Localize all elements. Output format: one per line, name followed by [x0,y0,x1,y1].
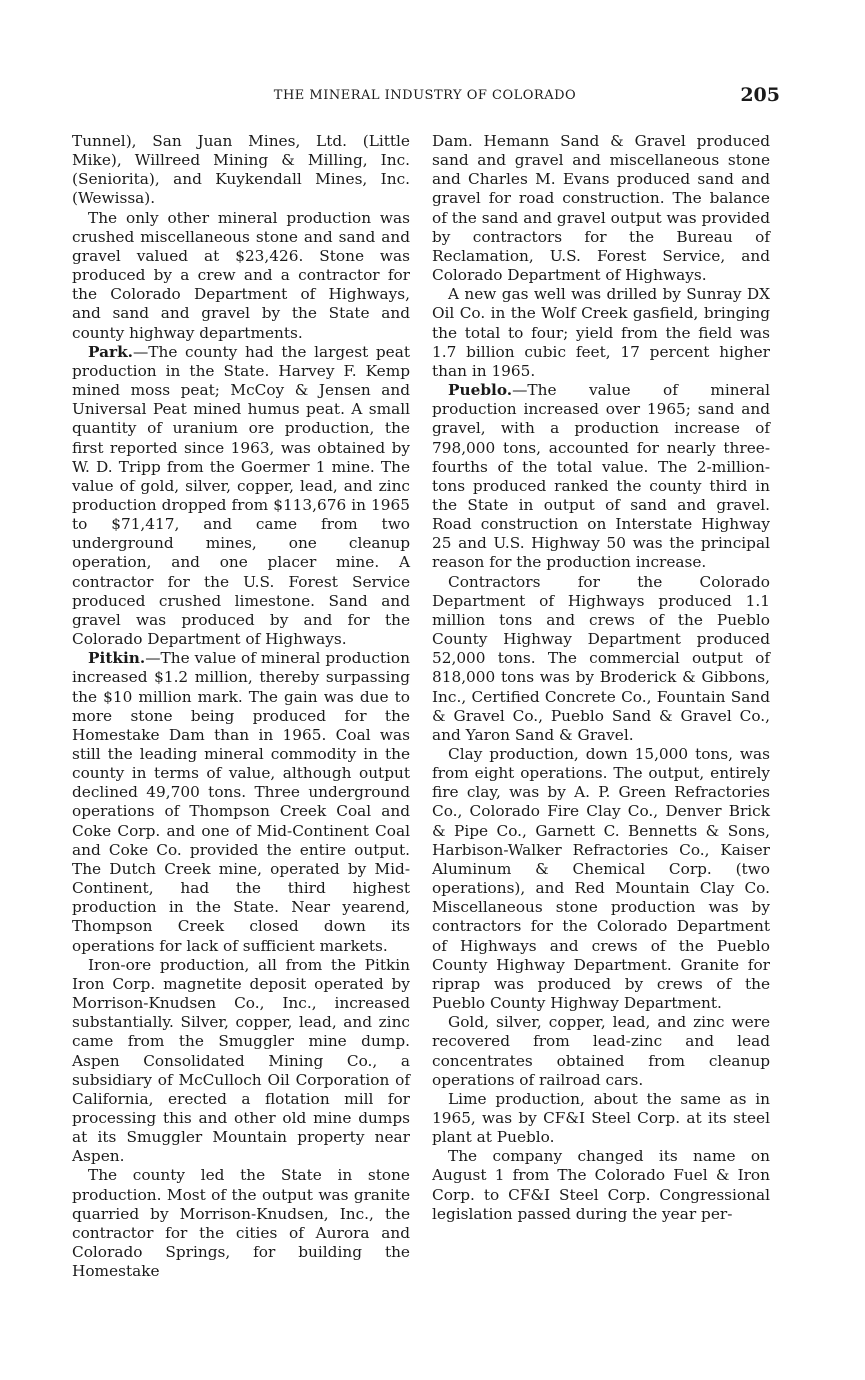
paragraph: Lime production, about the same as in 1965, was by CF&I Steel Corp. at its steel plant at Pueblo. [432,1089,770,1147]
paragraph: Gold, silver, copper, lead, and zinc were recovered from lead-zinc and lead concentrates obtained from cleanup operations of railroad cars. [432,1013,770,1089]
paragraph: Iron-ore production, all from the Pitkin Iron Corp. magnetite deposit operated by Morrison-Knudsen Co., Inc., increased substantially. Silver, copper, lead, and zinc came from the Smuggler mine dump. Aspen Consolidated Mining Co., a subsidiary of McCulloch Oil Corporation of California, erected a flotation mill for processing this and other old mine dumps at its Smuggler Mountain property near Aspen. [72,955,410,1166]
running-title: THE MINERAL INDUSTRY OF COLORADO [273,88,577,103]
county-heading-pitkin: Pitkin. [88,649,146,668]
paragraph-body: —The value of mineral production increased over 1965; sand and gravel, with a production increase of 798,000 tons, accounted for nearly three-fourths of the total value. The 2-million-tons produced ranked the county third in the State in output of sand and gravel. Road construction on Interstate Highway 25 and U.S. Highway 50 was the principal reason for the production increase. [432,381,770,572]
paragraph [432,381,770,573]
paragraph-body: —The county had the largest peat production in the State. Harvey F. Kemp mined moss peat; McCoy & Jensen and Universal Peat mined humus peat. A small quantity of uranium ore production, the first reported since 1963, was obtained by W. D. Tripp from the Goermer 1 mine. The value of gold, silver, copper, lead, and zinc production dropped from $113,676 in 1965 to $71,417, and came from two underground mines, one cleanup operation, and one placer mine. A contractor for the U.S. Forest Service produced crushed limestone. Sand and gravel was produced by and for the Colorado Department of Highways. [72,342,410,649]
county-heading-pueblo: Pueblo. [448,381,513,400]
paragraph-body: —The value of mineral production increased $1.2 million, thereby surpassing the $10 million mark. The gain was due to more stone being produced for the Homestake Dam than in 1965. Coal was still the leading mineral commodity in the county in terms of value, although output declined 49,700 tons. Three underground operations of Thompson Creek Coal and Coke Corp. and one of Mid-Continent Coal and Coke Co. provided the entire output. The Dutch Creek mine, operated by Mid-Continent, had the third highest production in the State. Near yearend, Thompson Creek closed down its operations for lack of sufficient markets. [72,649,410,955]
paragraph: Clay production, down 15,000 tons, was from eight operations. The output, entirely fire clay, was by A. P. Green Refractories Co., Colorado Fire Clay Co., Denver Brick & Pipe Co., Garnett C. Bennetts & Sons, Harbison-Walker Refractories Co., Kaiser Aluminum & Chemical Corp. (two operations), and Red Mountain Clay Co. Miscellaneous stone production was by contractors for the Colorado Department of Highways and crews of the Pueblo County Highway Department. Granite for riprap was produced by crews of the Pueblo County Highway Department. [432,745,770,1013]
paragraph: The only other mineral production was crushed miscellaneous stone and sand and gravel valued at $23,426. Stone was produced by a crew and a contractor for the Colorado Department of Highways, and sand and gravel by the State and county highway departments. [72,208,410,342]
page-number: 205 [740,84,780,106]
paragraph: Contractors for the Colorado Department of Highways produced 1.1 million tons and crews of the Pueblo County Highway Department produced 52,000 tons. The commercial output of 818,000 tons was by Broderick & Gibbons, Inc., Certified Concrete Co., Fountain Sand & Gravel Co., Pueblo Sand & Gravel Co., and Yaron Sand & Gravel. [432,572,770,744]
paragraph: Dam. Hemann Sand & Gravel produced sand and gravel and miscellaneous stone and Charles M. Evans produced sand and gravel for road construction. The balance of the sand and gravel output was provided by contractors for the Bureau of Reclamation, U.S. Forest Service, and Colorado Department of Highways. [432,132,770,285]
paragraph: Tunnel), San Juan Mines, Ltd. (Little Mike), Willreed Mining & Milling, Inc. (Seniorita), and Kuykendall Mines, Inc. (Wewissa). [72,132,410,208]
county-heading-park: Park. [88,342,133,361]
paragraph [72,649,410,956]
paragraph: The county led the State in stone production. Most of the output was granite quarried by Morrison-Knudsen, Inc., the contractor for the cities of Aurora and Colorado Springs, for building the Homestake [72,1166,410,1281]
paragraph: A new gas well was drilled by Sunray DX Oil Co. in the Wolf Creek gasfield, bringing the total to four; yield from the field was 1.7 billion cubic feet, 17 percent higher than in 1965. [432,285,770,380]
running-header [70,84,780,114]
right-column [432,132,770,1224]
left-column [72,132,410,1281]
paragraph: The company changed its name on August 1 from The Colorado Fuel & Iron Corp. to CF&I Steel Corp. Congressional legislation passed during the year per- [432,1147,770,1223]
paragraph [72,343,410,650]
